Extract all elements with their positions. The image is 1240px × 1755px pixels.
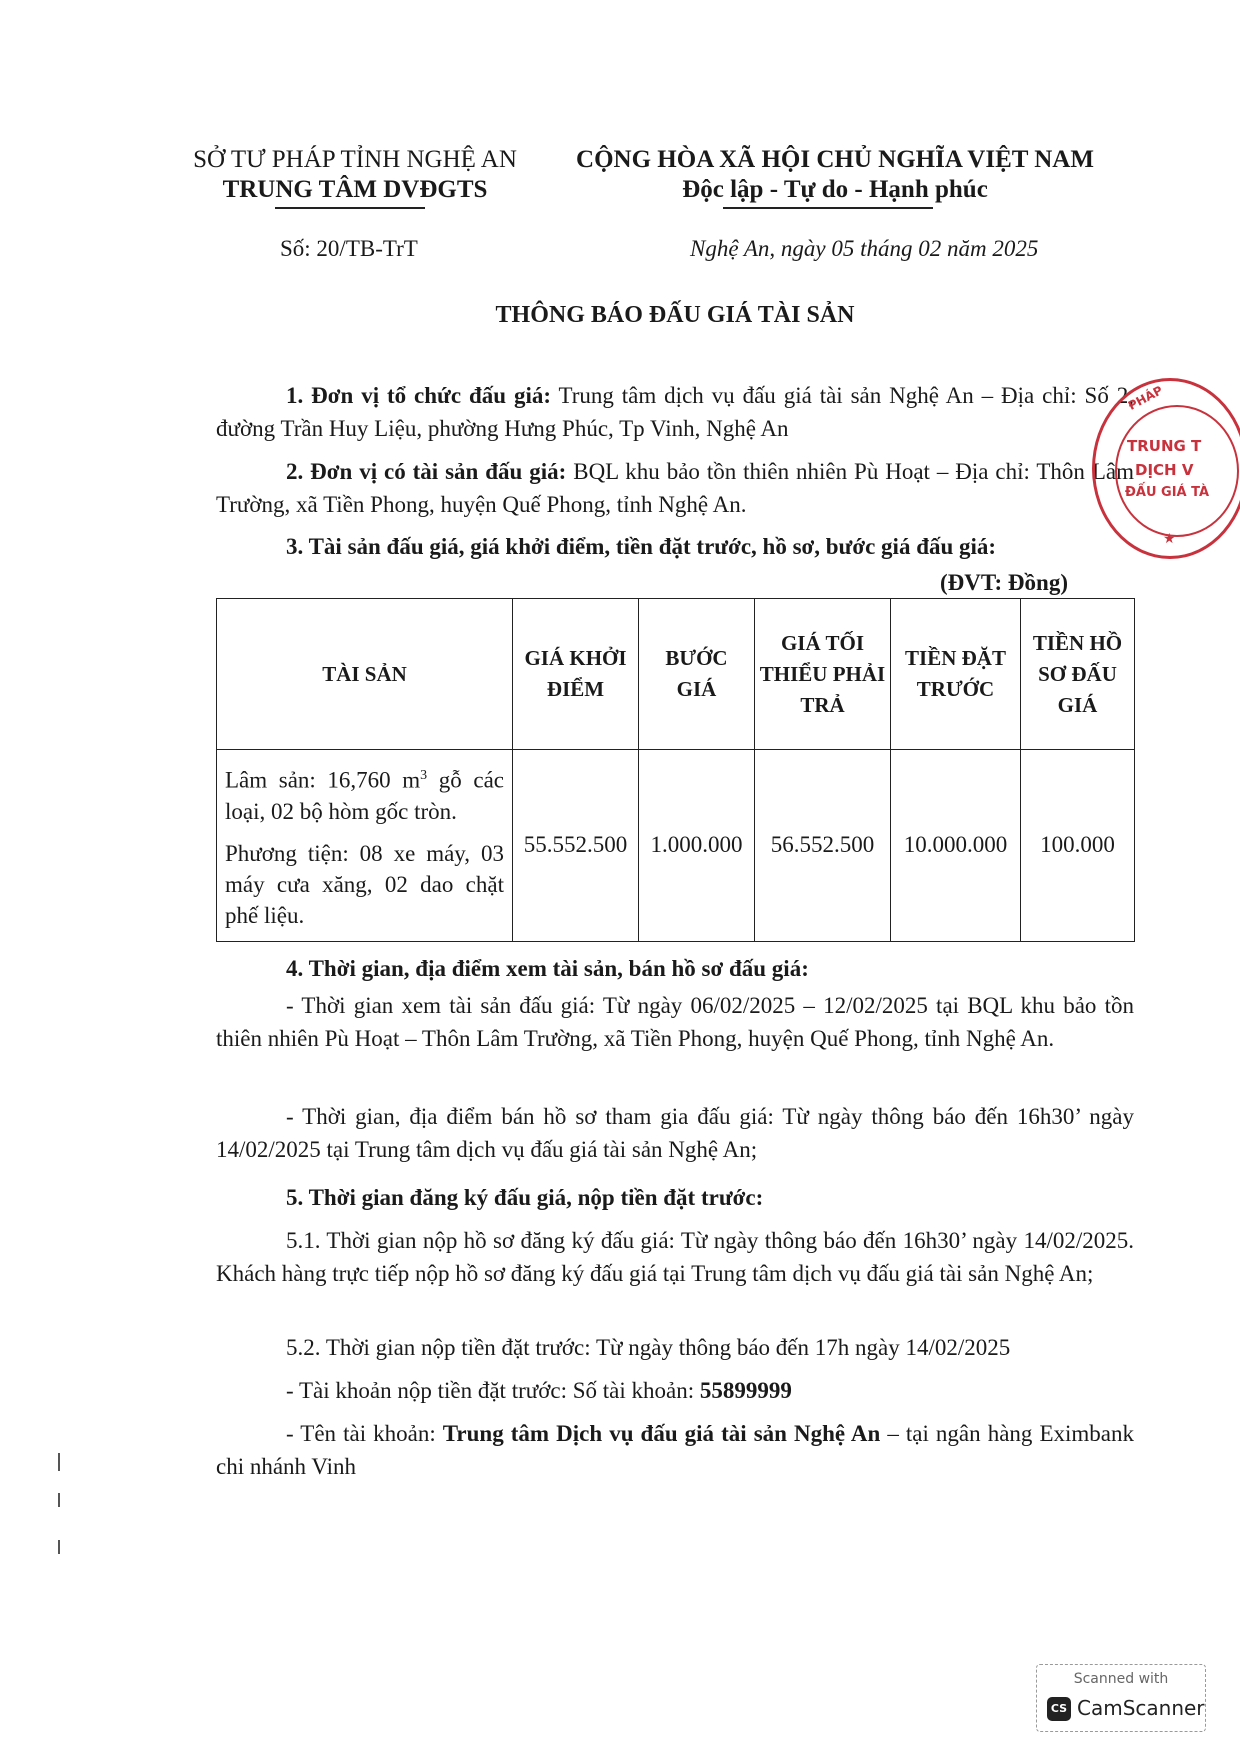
section-3-heading: 3. Tài sản đấu giá, giá khởi điểm, tiền đặt trước, hồ sơ, bước giá đấu giá: (286, 534, 997, 559)
seal-text-top: PHÁP (1125, 383, 1166, 413)
asset-forest-products (225, 760, 504, 827)
document-number: Số: 20/TB-TrT (280, 236, 418, 261)
nation-motto: Độc lập - Tự do - Hạnh phúc (682, 176, 988, 203)
header-starting-price: GIÁ KHỞI ĐIỂM (513, 599, 639, 750)
place-date: Nghệ An, ngày 05 tháng 02 năm 2025 (690, 236, 1039, 261)
account-name-line (216, 1417, 1134, 1483)
header-asset: TÀI SẢN (217, 599, 513, 750)
watermark-caption: Scanned with (1073, 1671, 1169, 1687)
seal-text-line3: ĐẤU GIÁ TÀ (1125, 485, 1210, 500)
agency-underline (275, 207, 425, 209)
table-row (217, 750, 1135, 942)
table-header-row (217, 599, 1135, 750)
file-fee-cell: 100.000 (1021, 750, 1135, 942)
asset-line1-pre: Lâm sản: 16,760 m (225, 767, 421, 793)
header-deposit: TIỀN ĐẶT TRƯỚC (891, 599, 1021, 750)
asset-line1-sup: 3 (420, 768, 428, 783)
scan-edge-mark (58, 1493, 60, 1507)
minimum-price-cell: 56.552.500 (755, 750, 891, 942)
account-number: 55899999 (699, 1378, 792, 1403)
section-2-label: 2. Đơn vị có tài sản đấu giá: (286, 459, 567, 484)
section-5-heading: 5. Thời gian đăng ký đấu giá, nộp tiền đặt trước: (286, 1185, 764, 1210)
nation-title: CỘNG HÒA XÃ HỘI CHỦ NGHĨA VIỆT NAM (576, 146, 1094, 173)
account-name: Trung tâm Dịch vụ đấu giá tài sản Nghệ An (442, 1421, 881, 1446)
seal-text-line2: DỊCH V (1135, 461, 1194, 479)
deposit-cell: 10.000.000 (891, 750, 1021, 942)
section-1 (216, 379, 1134, 445)
starting-price-cell: 55.552.500 (513, 750, 639, 942)
bid-step-cell: 1.000.000 (639, 750, 755, 942)
red-seal-stamp (1092, 378, 1240, 559)
asset-line1-post: gỗ các loại, 02 bộ hòm gốc tròn. (225, 767, 504, 824)
camscanner-logo-icon: CS (1047, 1697, 1071, 1721)
section-4-heading: 4. Thời gian, địa điểm xem tài sản, bán hồ sơ đấu giá: (286, 956, 809, 981)
section-5-2: 5.2. Thời gian nộp tiền đặt trước: Từ ngày thông báo đến 17h ngày 14/02/2025 (286, 1335, 1011, 1360)
section-2 (216, 455, 1134, 521)
asset-cell (217, 750, 513, 942)
seal-text-line1: TRUNG T (1127, 437, 1202, 455)
account-name-label: - Tên tài khoản: (286, 1421, 443, 1446)
asset-vehicles: Phương tiện: 08 xe máy, 03 máy cưa xăng, 02 dao chặt phế liệu. (225, 840, 504, 928)
header-bid-step: BƯỚC GIÁ (639, 599, 755, 750)
section-2-text: BQL khu bảo tồn thiên nhiên Pù Hoạt – Địa chỉ: Thôn Lâm Trường, xã Tiền Phong, huyện Quế Phong, tỉnh Nghệ An. (216, 459, 1134, 517)
section-1-text: Trung tâm dịch vụ đấu giá tài sản Nghệ An – Địa chỉ: Số 2, đường Trần Huy Liệu, phường Hưng Phúc, Tp Vinh, Nghệ An (216, 383, 1134, 441)
seal-star-icon: ★ (1163, 531, 1176, 547)
account-bank: – tại ngân hàng Eximbank chi nhánh Vinh (216, 1421, 1134, 1479)
section-4-view-time: - Thời gian xem tài sản đấu giá: Từ ngày 06/02/2025 – 12/02/2025 tại BQL khu bảo tồn thiên nhiên Pù Hoạt – Thôn Lâm Trường, xã Tiền Phong, huyện Quế Phong, tỉnh Nghệ An. (216, 993, 1134, 1051)
header-file-fee: TIỀN HỒ SƠ ĐẤU GIÁ (1021, 599, 1135, 750)
section-4-sale-time: - Thời gian, địa điểm bán hồ sơ tham gia đấu giá: Từ ngày thông báo đến 16h30’ ngày 14/02/2025 tại Trung tâm dịch vụ đấu giá tài sản Nghệ An; (216, 1104, 1134, 1162)
scan-edge-mark (58, 1540, 60, 1554)
scan-edge-mark (58, 1453, 60, 1471)
auction-table (216, 598, 1135, 942)
section-5-1: 5.1. Thời gian nộp hồ sơ đăng ký đấu giá: Từ ngày thông báo đến 16h30’ ngày 14/02/2025. Khách hàng trực tiếp nộp hồ sơ đăng ký đấu giá tại Trung tâm dịch vụ đấu giá tài sản Nghệ An; (216, 1228, 1134, 1286)
agency-unit: TRUNG TÂM DVĐGTS (222, 176, 488, 203)
account-label: - Tài khoản nộp tiền đặt trước: Số tài khoản: (286, 1378, 700, 1403)
camscanner-watermark (1036, 1664, 1206, 1732)
document-title: THÔNG BÁO ĐẤU GIÁ TÀI SẢN (495, 302, 855, 328)
agency-name: SỞ TƯ PHÁP TỈNH NGHỆ AN (193, 146, 517, 173)
unit-note: (ĐVT: Đồng) (940, 570, 1068, 595)
motto-underline (723, 207, 933, 209)
section-1-label: 1. Đơn vị tổ chức đấu giá: (286, 383, 551, 408)
header-minimum-price: GIÁ TỐI THIỂU PHẢI TRẢ (755, 599, 891, 750)
account-number-line (286, 1376, 792, 1406)
watermark-brand: CamScanner (1077, 1696, 1205, 1720)
